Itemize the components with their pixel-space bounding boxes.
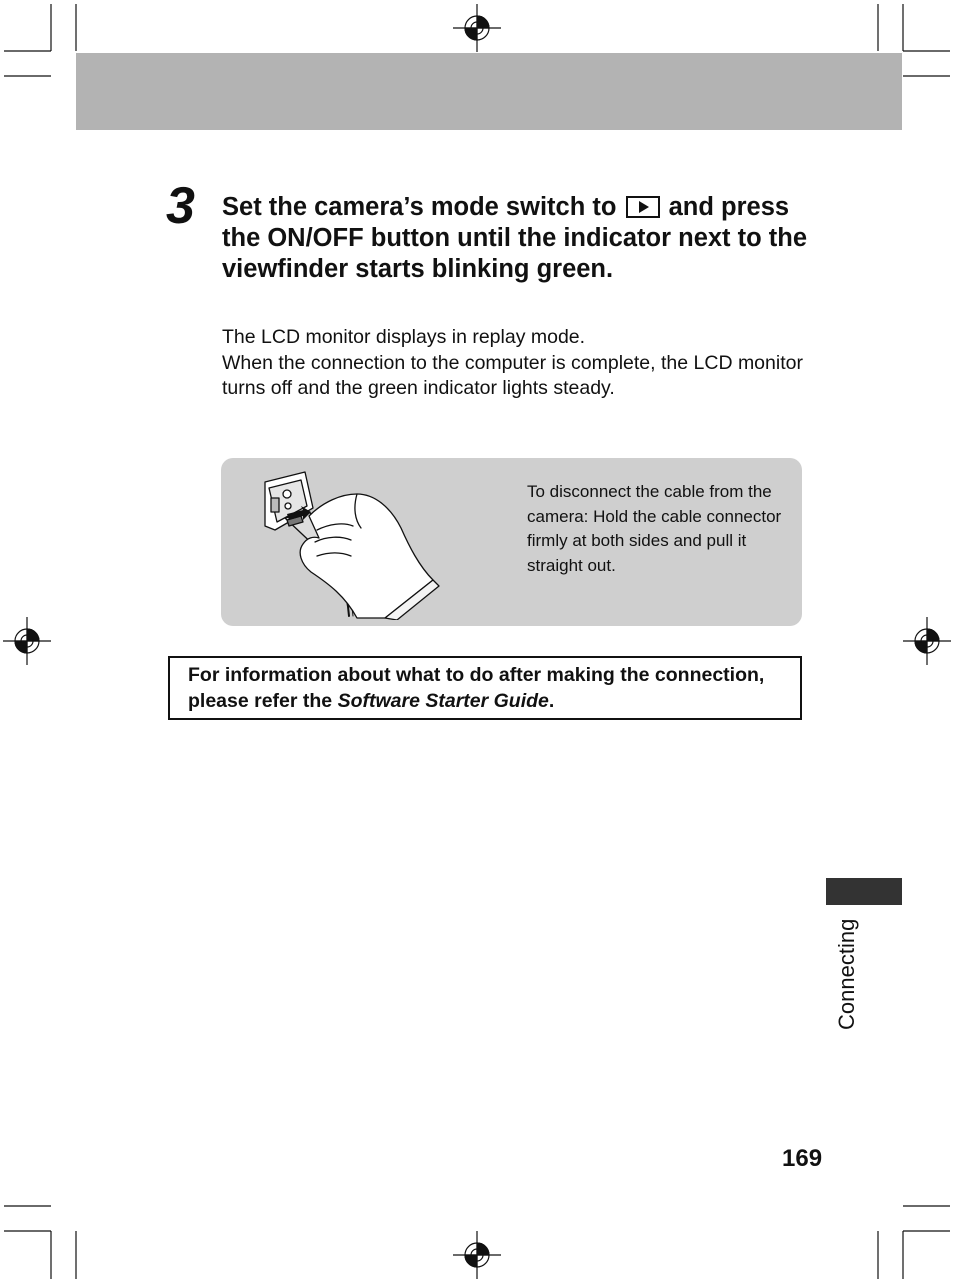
step-number: 3	[166, 177, 195, 235]
disconnect-note-panel	[221, 458, 802, 626]
software-guide-info-box	[168, 656, 802, 720]
hand-unplugging-cable-illustration	[257, 468, 457, 620]
section-label: Connecting	[834, 918, 859, 1030]
disconnect-note-text: To disconnect the cable from the camera: Hold the cable connector firmly at both sides and pull it straight out.	[527, 482, 782, 575]
step-body-line-2: When the connection to the computer is complete, the LCD monitor turns off and the green indicator lights steady.	[222, 351, 803, 399]
step-description	[222, 325, 812, 402]
step-title-part1: Set the camera’s mode switch to	[222, 193, 617, 221]
play-icon	[626, 196, 660, 218]
info-text: For information about what to do after making the connection, please refer the	[188, 664, 765, 712]
step-title-part2: and press the ON/OFF button until the indicator next to the viewfinder starts blinking green.	[222, 193, 808, 283]
header-band	[76, 53, 902, 130]
info-text-end: .	[548, 690, 555, 712]
step-title	[222, 192, 812, 285]
section-tab	[826, 878, 902, 905]
guide-title: Software Starter Guide	[337, 690, 549, 712]
page-number: 169	[782, 1145, 823, 1172]
step-body-line-1: The LCD monitor displays in replay mode.	[222, 326, 586, 348]
